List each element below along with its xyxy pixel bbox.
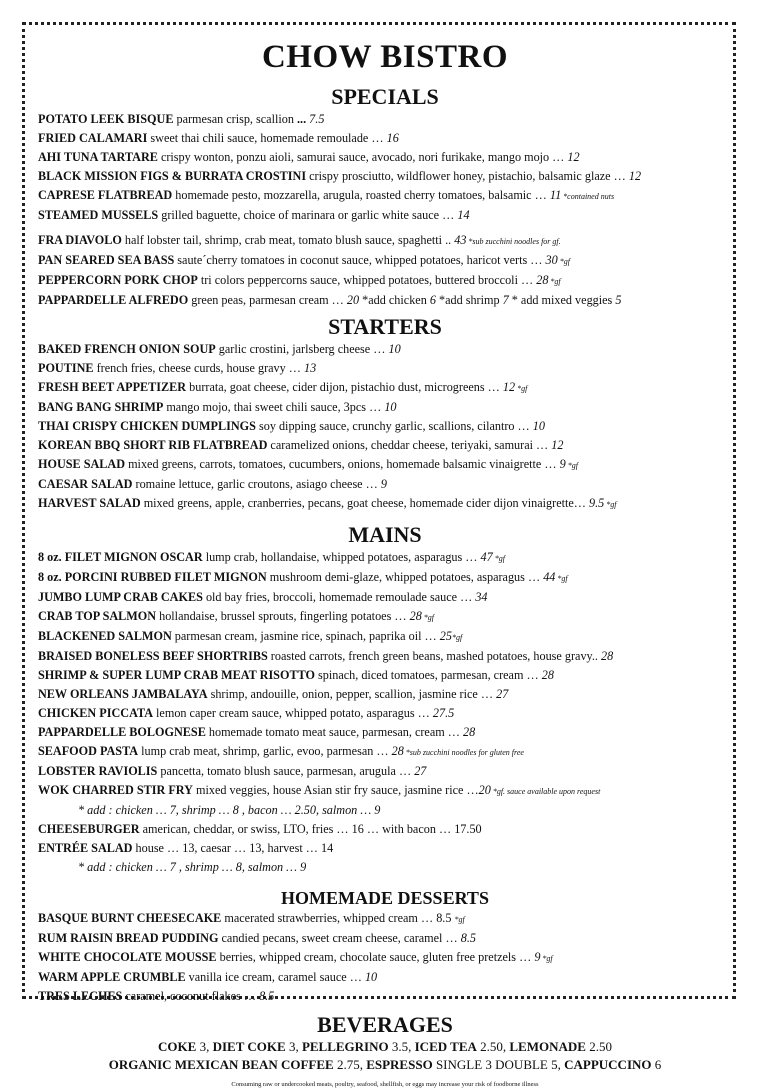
item-name: SEAFOOD PASTA — [38, 744, 139, 758]
item-description: caramel, coconut flakes … — [122, 989, 260, 1003]
item-name: CHICKEN PICCATA — [38, 706, 153, 720]
specials-list — [38, 110, 732, 225]
item-price: 16 — [386, 131, 399, 145]
beverage-price: 2.50 — [585, 1039, 612, 1054]
item-price: 43 — [454, 233, 467, 247]
item-price: 13 — [304, 361, 317, 375]
item-description: lemon caper cream sauce, whipped potato, asparagus … — [153, 706, 433, 720]
item-name: POTATO LEEK BISQUE — [38, 112, 174, 126]
item-name: WOK CHARRED STIR FRY — [38, 783, 193, 797]
main-item — [38, 723, 732, 742]
desserts-list — [38, 909, 732, 1006]
item-price: 27.5 — [432, 706, 455, 720]
item-separator: ... — [296, 112, 310, 126]
item-price: 20 — [478, 783, 491, 797]
specials-item — [38, 110, 732, 129]
item-name: 8 oz. FILET MIGNON OSCAR — [38, 550, 203, 564]
beverages-line-2 — [38, 1056, 732, 1074]
main-item — [38, 647, 732, 666]
item-name: RUM RAISIN BREAD PUDDING — [38, 931, 219, 945]
item-description: sweet thai chili sauce, homemade remoulade … — [147, 131, 387, 145]
item-note: *gf — [555, 574, 568, 583]
item-addon: *add chicken — [359, 293, 430, 307]
starter-item — [38, 340, 732, 359]
item-price: 10 — [384, 400, 397, 414]
item-description: candied pecans, sweet cream cheese, caramel … — [218, 931, 461, 945]
main-item — [38, 568, 732, 588]
starter-item — [38, 417, 732, 436]
dessert-item — [38, 948, 732, 968]
item-description: half lobster tail, shrimp, crab meat, tomato blush sauce, spaghetti .. — [121, 233, 455, 247]
item-price: 14 — [457, 208, 470, 222]
main-item — [38, 666, 732, 685]
item-description: tri colors peppercorns sauce, whipped potatoes, buttered broccoli … — [197, 273, 537, 287]
item-name: TRES LECHES — [38, 989, 123, 1003]
starters-list — [38, 340, 732, 514]
item-addon: *add shrimp — [435, 293, 503, 307]
main-item — [38, 627, 732, 647]
item-name: SHRIMP & SUPER LUMP CRAB MEAT RISOTTO — [38, 668, 315, 682]
specials-item — [38, 186, 732, 206]
beverage-price: SINGLE 3 DOUBLE 5, — [432, 1057, 565, 1072]
beverages-line-1 — [38, 1038, 732, 1056]
item-note: *contained nuts — [561, 192, 615, 201]
item-price: 28 — [463, 725, 476, 739]
item-description: saute´cherry tomatoes in coconut sauce, whipped potatoes, haricot verts … — [174, 253, 546, 267]
item-price: 28 — [600, 649, 614, 663]
item-description: berries, whipped cream, chocolate sauce, gluten free pretzels … — [216, 950, 535, 964]
item-price: 34 — [475, 590, 488, 604]
item-name: BAKED FRENCH ONION SOUP — [38, 342, 216, 356]
item-name: CAPRESE FLATBREAD — [38, 188, 173, 202]
item-description: grilled baguette, choice of marinara or garlic white sauce … — [158, 208, 458, 222]
item-price: 12 — [502, 380, 516, 394]
starter-item — [38, 494, 732, 514]
specials-item — [38, 206, 732, 225]
starter-item — [38, 359, 732, 378]
item-name: AHI TUNA TARTARE — [38, 150, 158, 164]
item-name: THAI CRISPY CHICKEN DUMPLINGS — [38, 419, 256, 433]
item-note: *gf. sauce available upon request — [490, 787, 601, 796]
dessert-item — [38, 987, 732, 1006]
specials-heading: SPECIALS — [331, 84, 439, 109]
beverage-name: LEMONADE — [509, 1039, 586, 1054]
item-price: 10 — [532, 419, 545, 433]
item-price: 28 — [409, 609, 422, 623]
item-price: 12 — [628, 169, 642, 183]
beverage-price: 3, — [285, 1039, 302, 1054]
item-addon-price: 5 — [615, 293, 622, 307]
item-name: PEPPERCORN PORK CHOP — [38, 273, 198, 287]
item-name: PAPPARDELLE ALFREDO — [38, 293, 189, 307]
item-name: HARVEST SALAD — [38, 496, 141, 510]
item-description: old bay fries, broccoli, homemade remoulade sauce … — [202, 590, 476, 604]
mains-addon: * add : chicken … 7, shrimp … 8 , bacon … 2.50, salmon … 9 — [78, 803, 381, 817]
item-price: 28 — [391, 744, 404, 758]
item-description: lump crab, hollandaise, whipped potatoes, asparagus … — [202, 550, 481, 564]
item-name: PAPPARDELLE BOLOGNESE — [38, 725, 206, 739]
item-name: KOREAN BBQ SHORT RIB FLATBREAD — [38, 438, 268, 452]
item-price: 9 — [380, 477, 387, 491]
item-price: 12 — [551, 438, 564, 452]
item-name: FRESH BEET APPETIZER — [38, 380, 187, 394]
item-price: 9.5 — [589, 496, 605, 510]
item-price: 10 — [388, 342, 401, 356]
item-note: *gf — [492, 554, 505, 563]
item-price: 10 — [364, 970, 378, 984]
main-item — [38, 685, 732, 704]
item-description: vanilla ice cream, caramel sauce … — [185, 970, 365, 984]
item-description: mixed greens, carrots, tomatoes, cucumbers, onions, homemade balsamic vinaigrette … — [125, 457, 560, 471]
beverage-price: 2.75, — [333, 1057, 367, 1072]
item-description: mushroom demi-glaze, whipped potatoes, asparagus … — [266, 570, 544, 584]
item-note: *gf — [540, 954, 553, 963]
main-item — [38, 607, 732, 627]
beverage-name: ICED TEA — [414, 1039, 477, 1054]
dessert-item — [38, 968, 732, 987]
item-description: crispy wonton, ponzu aioli, samurai sauce, avocado, nori furikake, mango mojo … — [157, 150, 568, 164]
item-description: caramelized onions, cheddar cheese, teriyaki, samurai … — [267, 438, 552, 452]
item-description: french fries, cheese curds, house gravy … — [93, 361, 305, 375]
item-description: pancetta, tomato blush sauce, parmesan, arugula … — [157, 764, 415, 778]
desserts-heading: HOMEMADE DESSERTS — [281, 888, 489, 908]
item-name: PAN SEARED SEA BASS — [38, 253, 175, 267]
item-note: *gf — [515, 384, 528, 393]
specials-item — [38, 148, 732, 167]
main-item — [38, 781, 732, 801]
specials-item — [38, 129, 732, 148]
item-name: BANG BANG SHRIMP — [38, 400, 164, 414]
beverage-price: 3, — [196, 1039, 213, 1054]
main-item — [38, 548, 732, 568]
item-description: mixed greens, apple, cranberries, pecans, goat cheese, homemade cider dijon vinaigrette… — [140, 496, 590, 510]
item-description: burrata, goat cheese, cider dijon, pistachio dust, microgreens … — [186, 380, 503, 394]
cheeseburger-item: CHEESEBURGER american, cheddar, or swiss, LTO, fries … 16 … with bacon … 17.50 — [38, 822, 482, 836]
specials-item — [38, 167, 732, 186]
item-price: 8.5 — [259, 989, 275, 1003]
item-name: CRAB TOP SALMON — [38, 609, 157, 623]
beverage-price: 6 — [651, 1057, 662, 1072]
item-name: FRIED CALAMARI — [38, 131, 148, 145]
item-note: *gf — [451, 633, 463, 642]
beverage-name: COKE — [158, 1039, 197, 1054]
item-note: *sub zucchini noodles for gf. — [466, 237, 561, 246]
item-name: FRA DIAVOLO — [38, 233, 122, 247]
main-item — [38, 762, 732, 781]
item-name: POUTINE — [38, 361, 94, 375]
item-description: romaine lettuce, garlic croutons, asiago cheese … — [132, 477, 381, 491]
item-note: *gf — [604, 500, 617, 509]
item-price: 28 — [536, 273, 549, 287]
menu — [38, 36, 732, 1090]
item-price: 27 — [414, 764, 427, 778]
main-item — [38, 742, 732, 762]
mains-heading: MAINS — [348, 522, 422, 547]
specials-list-entrees — [38, 231, 732, 310]
item-description: parmesan crisp, scallion — [173, 112, 297, 126]
mains-list — [38, 548, 732, 801]
specials-item — [38, 231, 732, 251]
item-name: 8 oz. PORCINI RUBBED FILET MIGNON — [38, 570, 267, 584]
main-item — [38, 704, 732, 723]
beverage-name: DIET COKE — [212, 1039, 286, 1054]
item-description: green peas, parmesan cream … — [188, 293, 347, 307]
item-name: BLACKENED SALMON — [38, 629, 172, 643]
item-description: homemade pesto, mozzarella, arugula, roasted cherry tomatoes, balsamic … — [172, 188, 550, 202]
item-name: WARM APPLE CRUMBLE — [38, 970, 186, 984]
item-price: 28 — [541, 668, 554, 682]
item-description: mango mojo, thai sweet chili sauce, 3pcs … — [163, 400, 385, 414]
restaurant-title: CHOW BISTRO — [261, 39, 509, 75]
item-price: 44 — [543, 570, 556, 584]
item-note: *gf — [454, 915, 465, 924]
item-price: 9 — [559, 457, 566, 471]
beverage-name: ESPRESSO — [366, 1057, 433, 1072]
item-price: 27 — [496, 687, 509, 701]
dessert-item — [38, 909, 732, 929]
item-price: 25 — [439, 629, 452, 643]
specials-item — [38, 251, 732, 271]
item-addon-price: 6 — [429, 293, 436, 307]
starter-item — [38, 475, 732, 494]
item-price: 30 — [545, 253, 558, 267]
specials-item — [38, 271, 732, 291]
item-price: 12 — [567, 150, 580, 164]
item-description: garlic crostini, jarlsberg cheese … — [215, 342, 389, 356]
starter-item — [38, 378, 732, 398]
item-price: 11 — [549, 188, 562, 202]
item-name: HOUSE SALAD — [38, 457, 126, 471]
entree-salad-item: ENTRÉE SALAD house … 13, caesar … 13, harvest … 14 — [38, 841, 334, 855]
item-note: *gf — [557, 257, 570, 266]
starter-item — [38, 398, 732, 417]
item-description: soy dipping sauce, crunchy garlic, scallions, cilantro … — [255, 419, 533, 433]
item-description: crispy prosciutto, wildflower honey, pistachio, balsamic glaze … — [306, 169, 629, 183]
beverage-name: CAPPUCCINO — [564, 1057, 652, 1072]
item-name: CAESAR SALAD — [38, 477, 133, 491]
item-note: *sub zucchini noodles for gluten free — [403, 748, 524, 757]
item-description: homemade tomato meat sauce, parmesan, cream … — [205, 725, 464, 739]
item-description: spinach, diced tomatoes, parmesan, cream … — [314, 668, 542, 682]
beverages-heading: BEVERAGES — [317, 1012, 453, 1037]
item-name: BRAISED BONELESS BEEF SHORTRIBS — [38, 649, 268, 663]
item-note: *gf — [565, 461, 578, 470]
starter-item — [38, 436, 732, 455]
item-price: 47 — [480, 550, 493, 564]
item-addon-price: 7 — [502, 293, 509, 307]
item-name: STEAMED MUSSELS — [38, 208, 159, 222]
beverage-price: 3.5, — [388, 1039, 415, 1054]
item-price: 8.5 — [460, 931, 476, 945]
item-name: NEW ORLEANS JAMBALAYA — [38, 687, 208, 701]
item-description: lump crab meat, shrimp, garlic, evoo, parmesan … — [138, 744, 392, 758]
beverage-name: PELLEGRINO — [301, 1039, 389, 1054]
salad-addon: * add : chicken … 7 , shrimp … 8, salmon … 9 — [78, 860, 307, 874]
item-price: 9 — [534, 950, 541, 964]
item-name: LOBSTER RAVIOLIS — [38, 764, 158, 778]
main-item — [38, 588, 732, 607]
footer-disclaimer: Consuming raw or undercooked meats, poultry, seafood, shellfish, or eggs may increase your risk of foodborne illness — [231, 1081, 539, 1088]
starters-heading: STARTERS — [328, 314, 442, 339]
beverage-price: 2.50, — [476, 1039, 510, 1054]
specials-item — [38, 291, 732, 310]
item-name: JUMBO LUMP CRAB CAKES — [38, 590, 203, 604]
item-name: WHITE CHOCOLATE MOUSSE — [38, 950, 217, 964]
item-name: BLACK MISSION FIGS & BURRATA CROSTINI — [38, 169, 307, 183]
item-description: parmesan cream, jasmine rice, spinach, paprika oil … — [171, 629, 440, 643]
starter-item — [38, 455, 732, 475]
beverage-name: ORGANIC MEXICAN BEAN COFFEE — [108, 1057, 334, 1072]
dessert-item — [38, 929, 732, 948]
item-description: macerated strawberries, whipped cream … 8.5 — [221, 911, 455, 925]
item-description: roasted carrots, french green beans, mashed potatoes, house gravy.. — [267, 649, 601, 663]
item-description: mixed veggies, house Asian stir fry sauce, jasmine rice … — [192, 783, 479, 797]
item-name: BASQUE BURNT CHEESECAKE — [38, 911, 222, 925]
item-description: shrimp, andouille, onion, pepper, scallion, jasmine rice … — [207, 687, 497, 701]
item-addon: * add mixed veggies — [508, 293, 616, 307]
item-price: 7.5 — [309, 112, 325, 126]
item-description: hollandaise, brussel sprouts, fingerling potatoes … — [156, 609, 410, 623]
item-note: *gf — [548, 277, 561, 286]
item-price: 20 — [346, 293, 360, 307]
item-note: *gf — [421, 613, 435, 622]
